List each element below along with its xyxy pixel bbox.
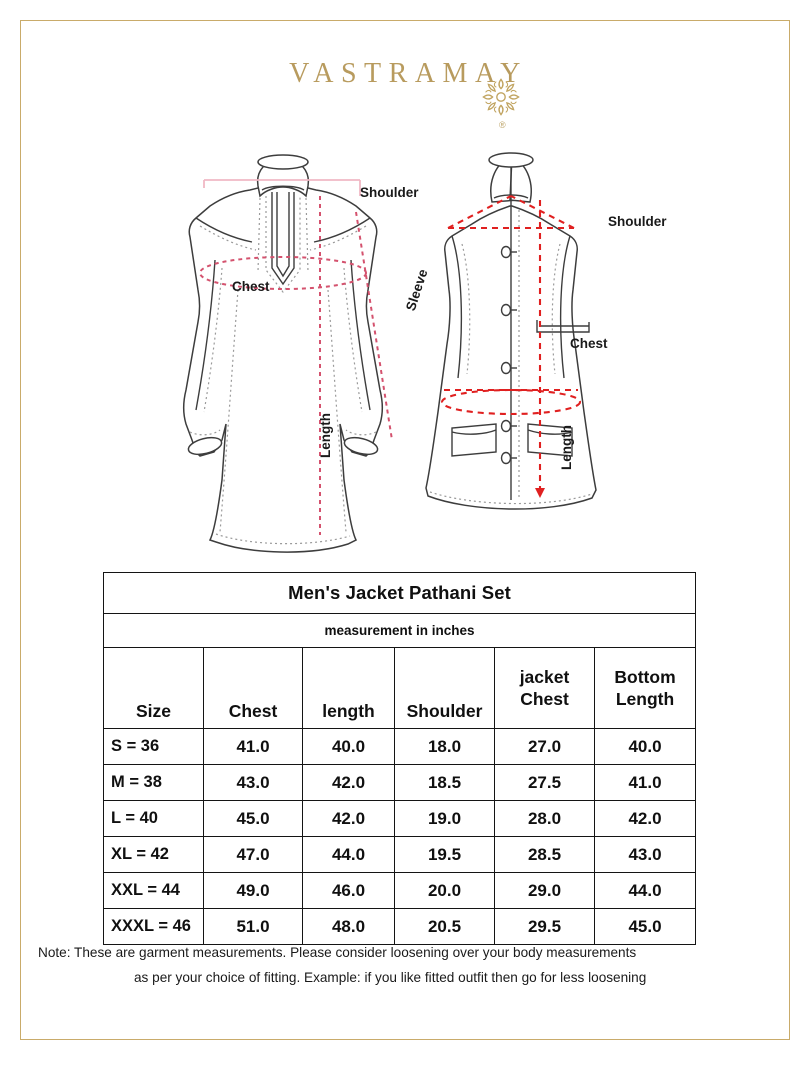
cell-length: 42.0 <box>303 765 395 801</box>
cell-jacket-chest: 28.5 <box>495 837 595 873</box>
cell-size: XL = 42 <box>104 837 204 873</box>
header-length: length <box>303 648 395 729</box>
cell-shoulder: 19.0 <box>395 801 495 837</box>
jacket-chest-label: Chest <box>570 336 608 351</box>
table-row <box>104 801 696 837</box>
table-title-row <box>104 573 696 614</box>
header-bottom-length-line1: Bottom <box>614 666 676 687</box>
header-jacket-chest-line2: Chest <box>520 689 569 709</box>
brand-header <box>0 46 810 130</box>
cell-size: L = 40 <box>104 801 204 837</box>
header-shoulder: Shoulder <box>395 648 495 729</box>
cell-chest: 51.0 <box>204 909 303 945</box>
cell-chest: 47.0 <box>204 837 303 873</box>
cell-chest: 41.0 <box>204 729 303 765</box>
kurta-figure <box>184 155 392 552</box>
header-jacket-chest-line1: jacket <box>519 666 570 687</box>
brand-wordmark: VASTRAMAY <box>289 58 528 89</box>
header-chest: Chest <box>204 648 303 729</box>
table-header-row <box>104 648 696 729</box>
header-jacket-chest <box>495 648 595 729</box>
cell-shoulder: 18.0 <box>395 729 495 765</box>
header-bottom-length-line2: Length <box>615 689 675 709</box>
header-bottom-length <box>595 648 696 729</box>
table-subtitle: measurement in inches <box>104 614 696 648</box>
cell-bottom-length: 45.0 <box>595 909 696 945</box>
cell-bottom-length: 42.0 <box>595 801 696 837</box>
table-row <box>104 729 696 765</box>
note-line-1: Note: These are garment measurements. Please consider loosening over your body measurements <box>38 945 637 960</box>
kurta-shoulder-label: Shoulder <box>360 185 419 200</box>
cell-shoulder: 19.5 <box>395 837 495 873</box>
illustration-svg <box>0 140 810 560</box>
jacket-shoulder-label: Shoulder <box>608 214 667 229</box>
cell-size: XXL = 44 <box>104 873 204 909</box>
cell-jacket-chest: 27.5 <box>495 765 595 801</box>
cell-jacket-chest: 29.0 <box>495 873 595 909</box>
cell-shoulder: 18.5 <box>395 765 495 801</box>
table-title: Men's Jacket Pathani Set <box>104 573 696 614</box>
cell-size: S = 36 <box>104 729 204 765</box>
garment-illustrations <box>0 140 810 560</box>
table-row <box>104 837 696 873</box>
cell-size: XXXL = 46 <box>104 909 204 945</box>
cell-jacket-chest: 29.5 <box>495 909 595 945</box>
cell-bottom-length: 40.0 <box>595 729 696 765</box>
cell-length: 44.0 <box>303 837 395 873</box>
cell-jacket-chest: 27.0 <box>495 729 595 765</box>
cell-shoulder: 20.0 <box>395 873 495 909</box>
cell-chest: 49.0 <box>204 873 303 909</box>
kurta-sleeve-label: Sleeve <box>403 267 431 313</box>
kurta-length-label: Length <box>318 413 333 458</box>
table-subtitle-row <box>104 614 696 648</box>
kurta-chest-label: Chest <box>232 279 270 294</box>
jacket-length-label: Length <box>559 425 574 470</box>
cell-length: 40.0 <box>303 729 395 765</box>
cell-length: 46.0 <box>303 873 395 909</box>
header-size: Size <box>104 648 204 729</box>
cell-bottom-length: 44.0 <box>595 873 696 909</box>
cell-length: 42.0 <box>303 801 395 837</box>
cell-length: 48.0 <box>303 909 395 945</box>
table-row <box>104 765 696 801</box>
table-row <box>104 873 696 909</box>
cell-chest: 45.0 <box>204 801 303 837</box>
size-chart-table <box>103 572 696 945</box>
floral-star-ornament-icon <box>480 76 522 118</box>
cell-shoulder: 20.5 <box>395 909 495 945</box>
note-line-2: as per your choice of fitting. Example: if you like fitted outfit then go for less loosening <box>134 970 647 986</box>
cell-size: M = 38 <box>104 765 204 801</box>
registered-trademark-icon: ® <box>499 120 506 130</box>
cell-chest: 43.0 <box>204 765 303 801</box>
cell-bottom-length: 41.0 <box>595 765 696 801</box>
cell-bottom-length: 43.0 <box>595 837 696 873</box>
cell-jacket-chest: 28.0 <box>495 801 595 837</box>
measurement-note <box>38 940 772 990</box>
